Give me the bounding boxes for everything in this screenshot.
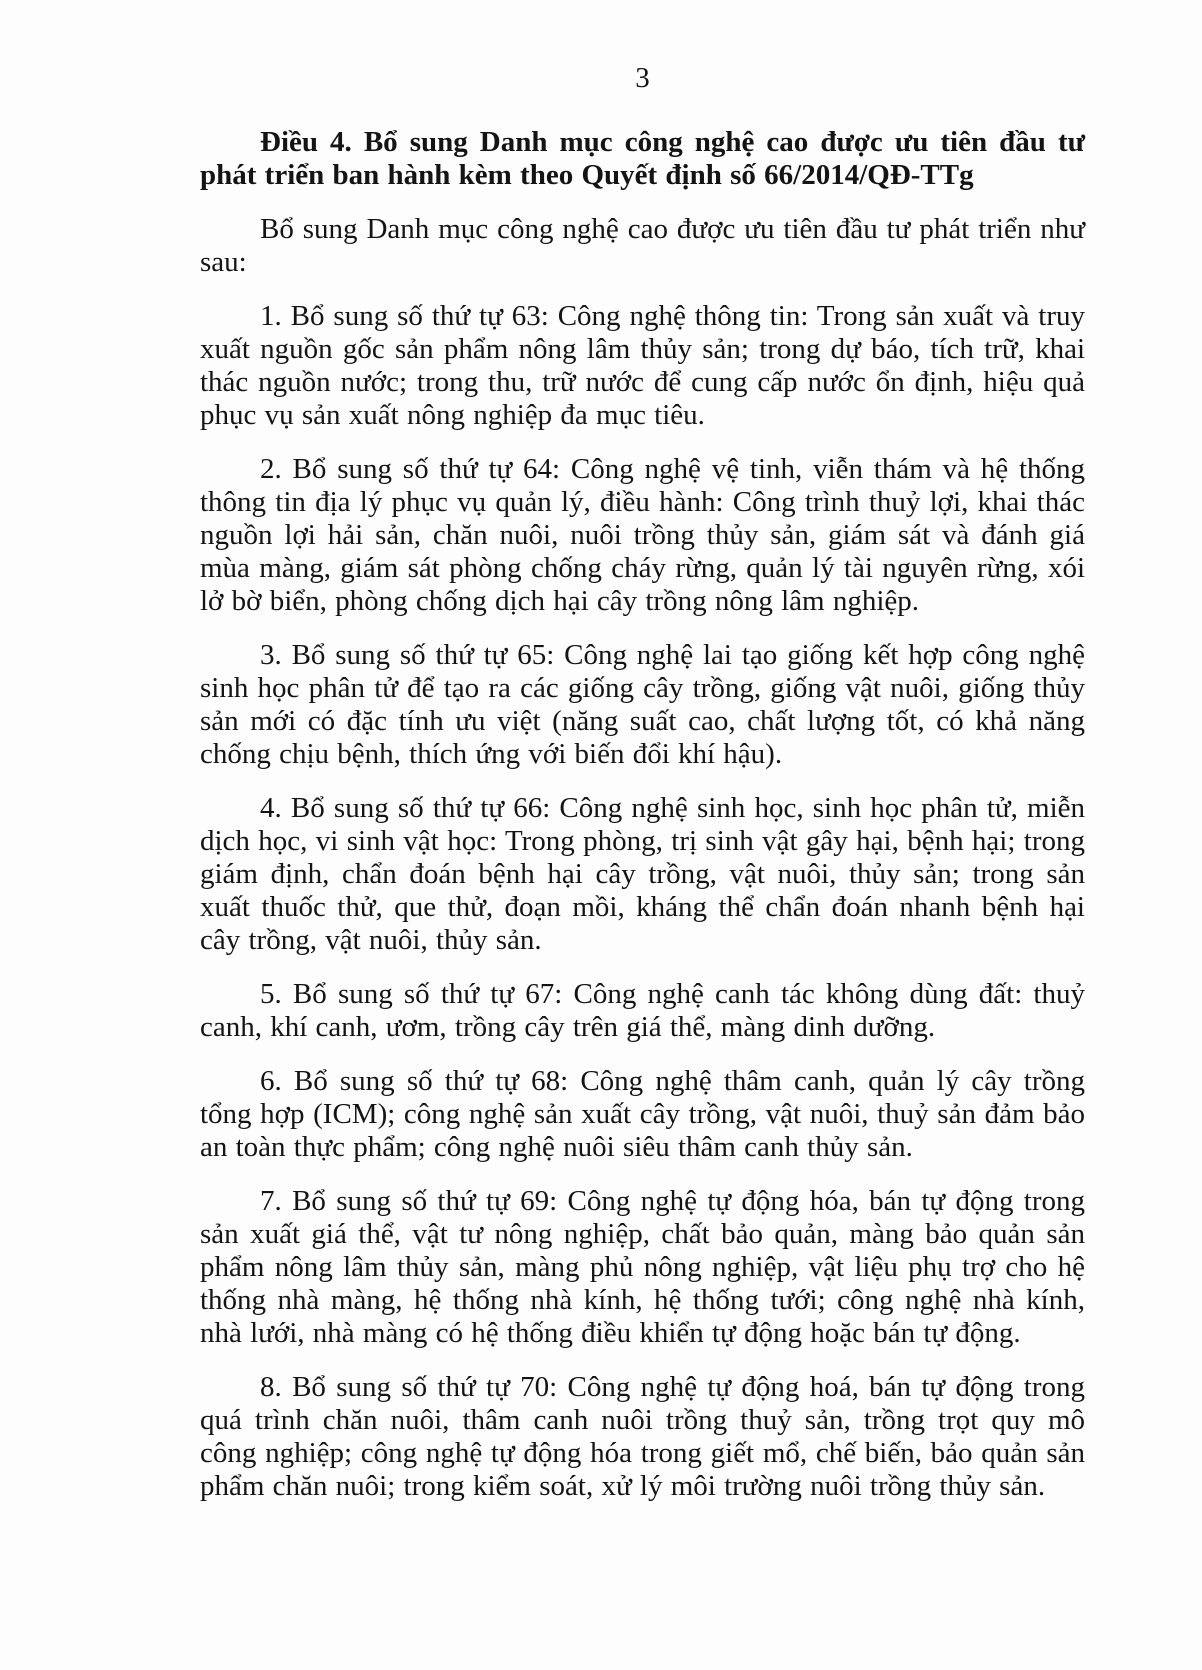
paragraph-item-5: 5. Bổ sung số thứ tự 67: Công nghệ canh tác không dùng đất: thuỷ canh, khí canh, ươm, trồng cây trên giá thể, màng dinh dưỡng. — [200, 978, 1085, 1043]
intro-paragraph: Bổ sung Danh mục công nghệ cao được ưu tiên đầu tư phát triển như sau: — [200, 213, 1085, 278]
paragraph-item-7: 7. Bổ sung số thứ tự 69: Công nghệ tự động hóa, bán tự động trong sản xuất giá thể, vật tư nông nghiệp, chất bảo quản, màng bảo quản sản phẩm nông lâm thủy sản, màng phủ nông nghiệp, vật liệu phụ trợ cho hệ thống nhà màng, hệ thống nhà kính, hệ thống tưới; công nghệ nhà kính, nhà lưới, nhà màng có hệ thống điều khiển tự động hoặc bán tự động. — [200, 1185, 1085, 1349]
page-number: 3 — [635, 62, 650, 94]
paragraph-item-8: 8. Bổ sung số thứ tự 70: Công nghệ tự động hoá, bán tự động trong quá trình chăn nuôi, thâm canh nuôi trồng thuỷ sản, trồng trọt quy mô công nghiệp; công nghệ tự động hóa trong giết mổ, chế biến, bảo quản sản phẩm chăn nuôi; trong kiểm soát, xử lý môi trường nuôi trồng thủy sản. — [200, 1371, 1085, 1502]
article-heading: Điều 4. Bổ sung Danh mục công nghệ cao được ưu tiên đầu tư phát triển ban hành kèm theo Quyết định số 66/2014/QĐ-TTg — [200, 126, 1085, 191]
paragraph-item-6: 6. Bổ sung số thứ tự 68: Công nghệ thâm canh, quản lý cây trồng tổng hợp (ICM); công nghệ sản xuất cây trồng, vật nuôi, thuỷ sản đảm bảo an toàn thực phẩm; công nghệ nuôi siêu thâm canh thủy sản. — [200, 1065, 1085, 1163]
paragraph-item-2: 2. Bổ sung số thứ tự 64: Công nghệ vệ tinh, viễn thám và hệ thống thông tin địa lý phục vụ quản lý, điều hành: Công trình thuỷ lợi, khai thác nguồn lợi hải sản, chăn nuôi, nuôi trồng thủy sản, giám sát và đánh giá mùa màng, giám sát phòng chống cháy rừng, quản lý tài nguyên rừng, xói lở bờ biển, phòng chống dịch hại cây trồng nông lâm nghiệp. — [200, 453, 1085, 617]
paragraph-item-4: 4. Bổ sung số thứ tự 66: Công nghệ sinh học, sinh học phân tử, miễn dịch học, vi sinh vật học: Trong phòng, trị sinh vật gây hại, bệnh hại; trong giám định, chẩn đoán bệnh hại cây trồng, vật nuôi, thủy sản; trong sản xuất thuốc thử, que thử, đoạn mồi, kháng thể chẩn đoán nhanh bệnh hại cây trồng, vật nuôi, thủy sản. — [200, 792, 1085, 956]
paragraph-item-3: 3. Bổ sung số thứ tự 65: Công nghệ lai tạo giống kết hợp công nghệ sinh học phân tử để tạo ra các giống cây trồng, giống vật nuôi, giống thủy sản mới có đặc tính ưu việt (năng suất cao, chất lượng tốt, có khả năng chống chịu bệnh, thích ứng với biến đổi khí hậu). — [200, 639, 1085, 770]
paragraph-item-1: 1. Bổ sung số thứ tự 63: Công nghệ thông tin: Trong sản xuất và truy xuất nguồn gốc sản phẩm nông lâm thủy sản; trong dự báo, tích trữ, khai thác nguồn nước; trong thu, trữ nước để cung cấp nước ổn định, hiệu quả phục vụ sản xuất nông nghiệp đa mục tiêu. — [200, 300, 1085, 431]
document-body — [200, 126, 1085, 1524]
